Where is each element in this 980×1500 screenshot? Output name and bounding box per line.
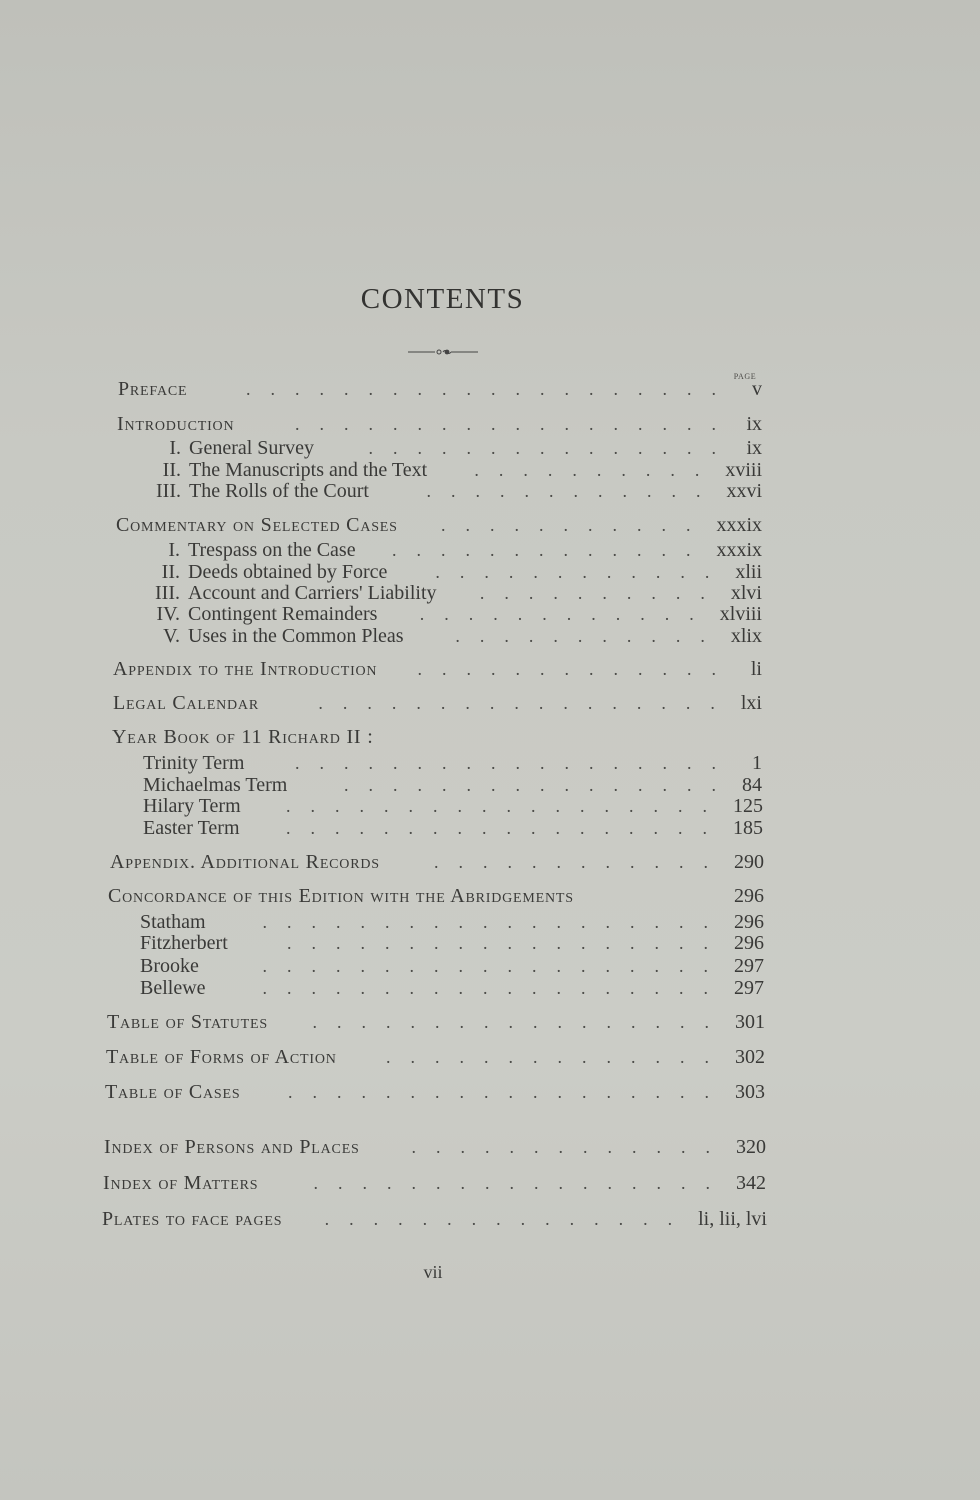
toc-page-number: 297 <box>734 955 764 977</box>
page-column-heading: PAGE <box>733 372 757 381</box>
leader-dots: ................ <box>344 775 736 795</box>
toc-entry-numeral: I. <box>168 539 180 561</box>
toc-entry <box>113 658 762 680</box>
toc-entry-title: Uses in the Common Pleas <box>188 625 404 647</box>
toc-entry-title: Brooke <box>140 955 199 977</box>
toc-entry-label <box>116 539 356 561</box>
leader-dots: ............... <box>368 438 736 458</box>
leader-dots: ................... <box>262 978 728 998</box>
toc-entry-title: Concordance of this Edition with the Abridgements <box>108 885 574 907</box>
toc-page-number: xlix <box>730 625 762 647</box>
toc-entry-label <box>106 1046 337 1068</box>
leader-dots: ................... <box>262 912 728 932</box>
toc-page-number: 125 <box>733 795 763 817</box>
toc-entry <box>113 692 762 714</box>
toc-entry-title: Legal Calendar <box>113 692 259 714</box>
toc-entry-title: The Rolls of the Court <box>189 480 369 502</box>
toc-entry <box>105 1081 765 1103</box>
toc-entry-label <box>113 658 377 680</box>
toc-page-number: 84 <box>742 774 762 796</box>
toc-entry-title: Statham <box>140 911 206 933</box>
toc-entry-title: Table of Statutes <box>107 1011 268 1033</box>
toc-entry-title: Contingent Remainders <box>188 603 378 625</box>
toc-entry-title: Michaelmas Term <box>143 774 288 796</box>
toc-entry-title: Bellewe <box>140 977 206 999</box>
toc-page-number: xlvi <box>730 582 762 604</box>
toc-entry <box>116 603 762 625</box>
toc-entry <box>110 851 764 873</box>
toc-entry-title: The Manuscripts and the Text <box>189 459 428 481</box>
toc-entry-numeral: III. <box>155 582 180 604</box>
toc-page-number: ix <box>746 413 762 435</box>
toc-entry-label <box>140 932 228 954</box>
toc-page-number: 303 <box>735 1081 765 1103</box>
toc-page-number: 296 <box>734 885 764 907</box>
toc-entry <box>116 539 762 561</box>
toc-entry-numeral: IV. <box>156 603 180 625</box>
toc-page-number: 290 <box>734 851 764 873</box>
toc-entry-label <box>113 692 259 714</box>
toc-entry-label <box>110 851 380 873</box>
toc-entry-title: Table of Forms of Action <box>106 1046 337 1068</box>
toc-entry-title: Year Book of 11 Richard II : <box>112 726 374 748</box>
leader-dots: .................. <box>288 1082 729 1102</box>
toc-entry-label <box>105 1081 240 1103</box>
toc-entry-numeral: II. <box>162 459 181 481</box>
toc-page-number: 297 <box>734 977 764 999</box>
toc-entry-label <box>118 378 187 400</box>
toc-entry-title: Hilary Term <box>143 795 241 817</box>
toc-entry <box>103 1172 766 1194</box>
leader-dots: ............ <box>434 852 728 872</box>
folio-number: vii <box>423 1262 443 1282</box>
leader-dots: .................. <box>295 414 736 434</box>
toc-entry <box>106 1046 765 1068</box>
toc-entry <box>102 1208 767 1230</box>
toc-page-number: lxi <box>740 692 762 714</box>
toc-entry-label <box>117 459 427 481</box>
leader-dots: ........... <box>440 515 711 535</box>
toc-entry-title: Index of Persons and Places <box>104 1136 360 1158</box>
toc-entry-label <box>104 1136 360 1158</box>
toc-entry-title: Trinity Term <box>143 752 245 774</box>
toc-entry-numeral: III. <box>156 480 181 502</box>
leader-dots: ............ <box>426 481 721 501</box>
toc-entry-label <box>140 911 206 933</box>
leader-dots: ................. <box>318 693 735 713</box>
toc-entry-label <box>103 1172 258 1194</box>
leader-dots: ............. <box>391 540 711 560</box>
leader-dots: ............ <box>435 562 730 582</box>
toc-entry-title: Fitzherbert <box>140 932 228 954</box>
toc-page-number: 1 <box>752 752 762 774</box>
toc-page-number: li <box>750 658 762 680</box>
leader-dots: .......... <box>474 460 720 480</box>
toc-entry <box>140 911 764 933</box>
toc-entry <box>117 459 762 481</box>
toc-entry-label <box>143 795 241 817</box>
toc-entry <box>107 1011 765 1033</box>
leader-dots: ................. <box>312 1012 729 1032</box>
toc-entry-title: Appendix. Additional Records <box>110 851 380 873</box>
toc-page-number: 320 <box>736 1136 766 1158</box>
toc-entry-title: Commentary on Selected Cases <box>116 514 398 536</box>
toc-entry-label <box>143 752 244 774</box>
toc-page-number: 301 <box>735 1011 765 1033</box>
toc-entry <box>143 752 762 774</box>
leader-dots: ............... <box>324 1209 693 1229</box>
toc-entry-title: Deeds obtained by Force <box>188 561 388 583</box>
toc-entry-label <box>117 437 314 459</box>
toc-entry-title: Preface <box>118 378 188 400</box>
toc-page-number: 296 <box>734 911 764 933</box>
toc-entry-label <box>108 885 574 907</box>
toc-entry-label <box>116 582 437 604</box>
toc-entry <box>117 437 762 459</box>
toc-entry <box>104 1136 766 1158</box>
toc-entry-label <box>143 817 240 839</box>
toc-entry-title: Plates to face pages <box>102 1208 283 1230</box>
toc-entry-numeral: II. <box>161 561 180 583</box>
leader-dots: .................. <box>287 933 728 953</box>
toc-entry <box>118 378 762 400</box>
toc-page-number: 342 <box>736 1172 766 1194</box>
toc-entry-label <box>117 480 369 502</box>
leader-dots: ............ <box>419 604 714 624</box>
toc-page-number: xlii <box>735 561 762 583</box>
toc-entry-title: General Survey <box>189 437 314 459</box>
toc-entry-title: Index of Matters <box>103 1172 259 1194</box>
toc-entry-title: Introduction <box>117 413 235 435</box>
leader-dots: .................. <box>295 753 736 773</box>
page-title: CONTENTS <box>360 283 525 315</box>
toc-entry <box>117 480 762 502</box>
toc-entry <box>143 817 763 839</box>
toc-entry <box>143 774 762 796</box>
toc-entry-label <box>116 625 404 647</box>
toc-page-number: ix <box>746 437 762 459</box>
toc-entry <box>140 977 764 999</box>
leader-dots: .................... <box>246 379 736 399</box>
leader-dots: .................. <box>286 818 727 838</box>
toc-entry-label <box>140 977 206 999</box>
leader-dots: ........... <box>455 626 725 646</box>
toc-entry-label <box>116 561 387 583</box>
toc-entry-title: Appendix to the Introduction <box>113 658 378 680</box>
leader-dots: .......... <box>479 583 725 603</box>
toc-entry <box>108 885 764 907</box>
toc-entry <box>116 514 762 536</box>
leader-dots: ............. <box>417 659 736 679</box>
toc-entry <box>112 726 762 748</box>
toc-entry <box>116 561 762 583</box>
toc-entry-title: Account and Carriers' Liability <box>188 582 437 604</box>
toc-entry-label <box>143 774 287 796</box>
toc-page-number: li, lii, lvi <box>698 1208 767 1230</box>
toc-page-number: xxvi <box>726 480 762 502</box>
toc-entry <box>140 955 764 977</box>
leader-dots: .................. <box>286 796 727 816</box>
leader-dots: .............. <box>386 1047 729 1067</box>
toc-entry-label <box>117 413 234 435</box>
toc-entry-title: Trespass on the Case <box>188 539 356 561</box>
toc-entry <box>117 413 762 435</box>
toc-entry-numeral: I. <box>169 437 181 459</box>
toc-page-number: xxxix <box>716 514 762 536</box>
toc-entry-label <box>116 514 398 536</box>
leader-dots: ................... <box>262 956 728 976</box>
toc-entry-label <box>102 1208 282 1230</box>
toc-entry-title: Easter Term <box>143 817 240 839</box>
leader-dots: ................. <box>313 1173 730 1193</box>
toc-page-number: 185 <box>733 817 763 839</box>
ornament-rule-icon <box>408 347 478 357</box>
toc-page-number: v <box>752 378 762 400</box>
toc-entry-label <box>107 1011 268 1033</box>
toc-entry-label <box>140 955 199 977</box>
toc-entry <box>140 932 764 954</box>
toc-entry <box>116 625 762 647</box>
toc-entry-title: Table of Cases <box>105 1081 241 1103</box>
toc-entry-numeral: V. <box>163 625 180 647</box>
toc-entry-label <box>116 603 377 625</box>
toc-page-number: xxxix <box>716 539 762 561</box>
toc-page-number: 302 <box>735 1046 765 1068</box>
toc-entry <box>143 795 763 817</box>
toc-page-number: xviii <box>725 459 762 481</box>
leader-dots: ............. <box>411 1137 730 1157</box>
toc-page-number: 296 <box>734 932 764 954</box>
toc-entry-label <box>112 726 374 748</box>
toc-entry <box>116 582 762 604</box>
toc-page-number: xlviii <box>719 603 762 625</box>
